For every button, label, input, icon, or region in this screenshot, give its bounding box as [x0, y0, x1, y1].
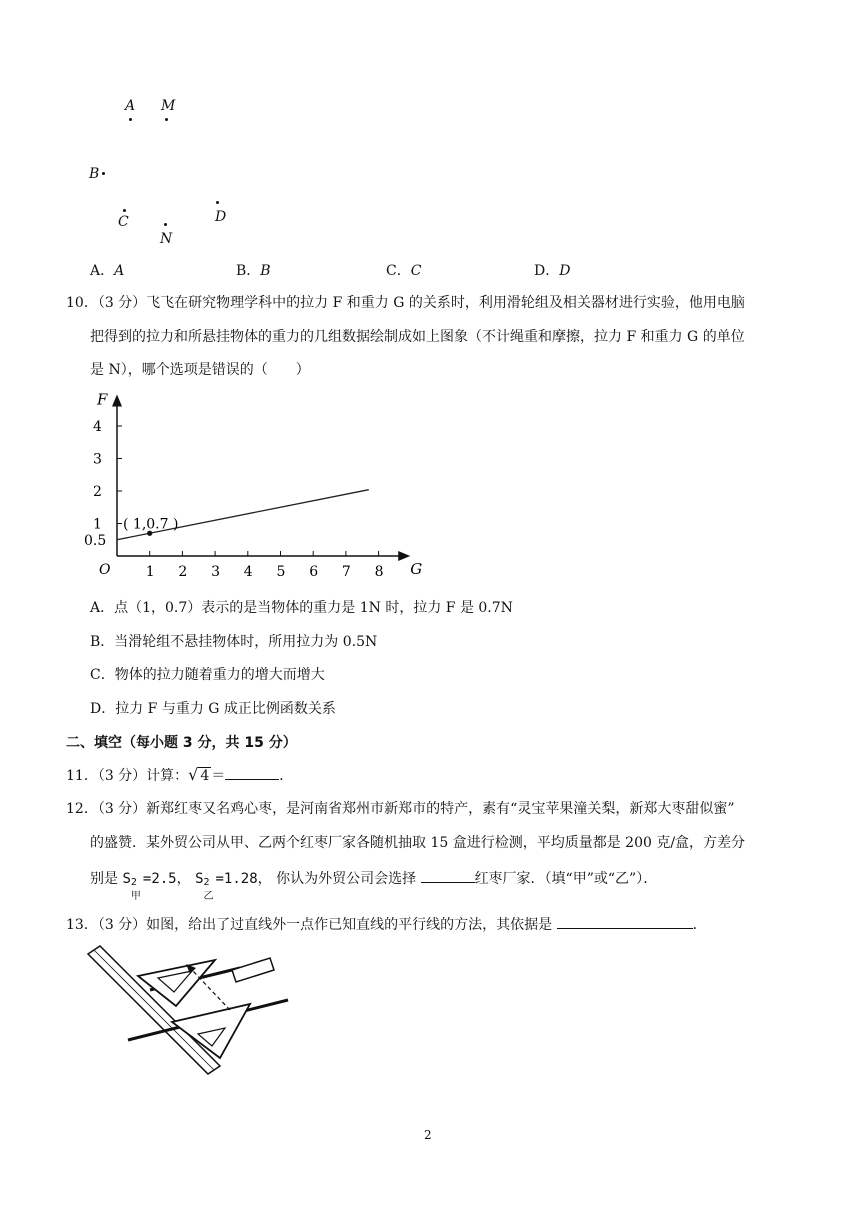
- y-axis-arrow-icon: [112, 395, 122, 407]
- point-a-dot: [129, 118, 132, 121]
- point-c-label: C: [118, 214, 129, 230]
- point-d-dot: [216, 201, 219, 204]
- q11-answer-blank[interactable]: [225, 765, 279, 780]
- x-axis-label: G: [410, 560, 423, 578]
- sqrt-symbol-icon: √: [188, 765, 199, 784]
- data-point-label: ( 1,0.7 ): [123, 516, 179, 533]
- q12-line3-mid: 你认为外贸公司会选择: [276, 871, 421, 887]
- point-a-label: A: [125, 98, 136, 114]
- q12-line-2: 的盛赞．某外贸公司从甲、乙两个红枣厂家各随机抽取 15 盒进行检测，平均质量都是 200 克/盒，方差分: [90, 835, 746, 851]
- q10-line-3: 是 N），哪个选项是错误的（ ）: [90, 362, 310, 378]
- x-tick-label: 5: [276, 564, 286, 580]
- point-n-label: N: [160, 231, 173, 247]
- y-tick-label: 4: [93, 419, 102, 435]
- q10-line-2: 把得到的拉力和所悬挂物体的重力的几组数据绘制成如上图象（不计绳重和摩擦，拉力 F 和重力 G 的单位: [90, 329, 745, 345]
- q13-end: ．: [692, 917, 707, 933]
- q9-option-b[interactable]: B．B: [236, 263, 271, 279]
- q12-line-3: [90, 868, 658, 902]
- x-tick-label: 4: [243, 564, 253, 580]
- pencil-icon: [232, 958, 274, 982]
- x-axis-arrow-icon: [398, 551, 410, 561]
- q12-answer-blank[interactable]: [421, 868, 475, 883]
- q11-prefix: 11．（3 分）计算：: [66, 768, 189, 784]
- x-tick-label: 1: [145, 564, 155, 580]
- q12-line-1: 12．（3 分）新郑红枣又名鸡心枣，是河南省郑州市新郑市的特产，素有“灵宝苹果潼关梨，新郑大枣甜似蜜”: [66, 801, 735, 817]
- point-m-dot: [165, 118, 168, 121]
- q13-question: [66, 914, 707, 935]
- q12-line3-end: 红枣厂家．（填“甲”或“乙”）．: [474, 871, 658, 887]
- q12-line3-prefix: 别是: [90, 871, 118, 887]
- q11-question: [66, 765, 293, 786]
- q13-text: 13．（3 分）如图，给出了过直线外一点作已知直线的平行线的方法，其依据是: [66, 917, 557, 933]
- y-tick-label: 3: [93, 451, 102, 468]
- point-b-dot: [102, 172, 105, 175]
- x-tick-label: 6: [309, 564, 319, 580]
- q9-option-a[interactable]: A．A: [90, 263, 125, 279]
- q13-set-square-figure: [80, 940, 300, 1080]
- variance-yi: S 2 乙 =1.28，: [195, 871, 272, 902]
- q10-option-a[interactable]: A．点（1，0.7）表示的是当物体的重力是 1N 时，拉力 F 是 0.7N: [90, 600, 513, 616]
- q11-equals: ＝: [211, 768, 226, 784]
- y-tick-label-half: 0.5: [84, 532, 107, 549]
- point-b-label: B: [89, 166, 100, 182]
- q10-line-1: 10．（3 分）飞飞在研究物理学科中的拉力 F 和重力 G 的关系时，利用滑轮组及相关器材进行实验，他用电脑: [66, 295, 745, 311]
- q9-option-c[interactable]: C．C: [386, 263, 422, 279]
- x-tick-label: 3: [211, 564, 221, 580]
- origin-label: O: [99, 562, 111, 578]
- q10-chart: [80, 390, 423, 590]
- y-tick-label: 2: [93, 484, 102, 500]
- point-n-dot: [164, 223, 167, 226]
- point-c-dot: [123, 209, 126, 212]
- x-tick-label: 8: [374, 564, 384, 580]
- page-number: 2: [424, 1128, 432, 1142]
- variance-jia: S 2 甲 =2.5，: [122, 871, 191, 902]
- point-d-label: D: [215, 209, 227, 225]
- q10-option-c[interactable]: C．物体的拉力随着重力的增大而增大: [90, 667, 325, 683]
- q11-radicand: 4: [200, 768, 210, 784]
- q9-option-d[interactable]: D．D: [534, 263, 571, 279]
- x-tick-label: 7: [341, 564, 351, 580]
- section-2-heading: 二、填空（每小题 3 分，共 15 分）: [66, 735, 297, 751]
- y-axis-label: F: [97, 390, 108, 409]
- y-tick-label: 1: [93, 516, 102, 533]
- q10-option-d[interactable]: D．拉力 F 与重力 G 成正比例函数关系: [90, 701, 336, 717]
- q10-option-b[interactable]: B．当滑轮组不悬挂物体时，所用拉力为 0.5N: [90, 634, 378, 650]
- q11-end: ．: [279, 768, 294, 784]
- point-m-label: M: [161, 98, 176, 114]
- x-tick-label: 2: [178, 564, 188, 580]
- q13-answer-blank[interactable]: [557, 914, 693, 929]
